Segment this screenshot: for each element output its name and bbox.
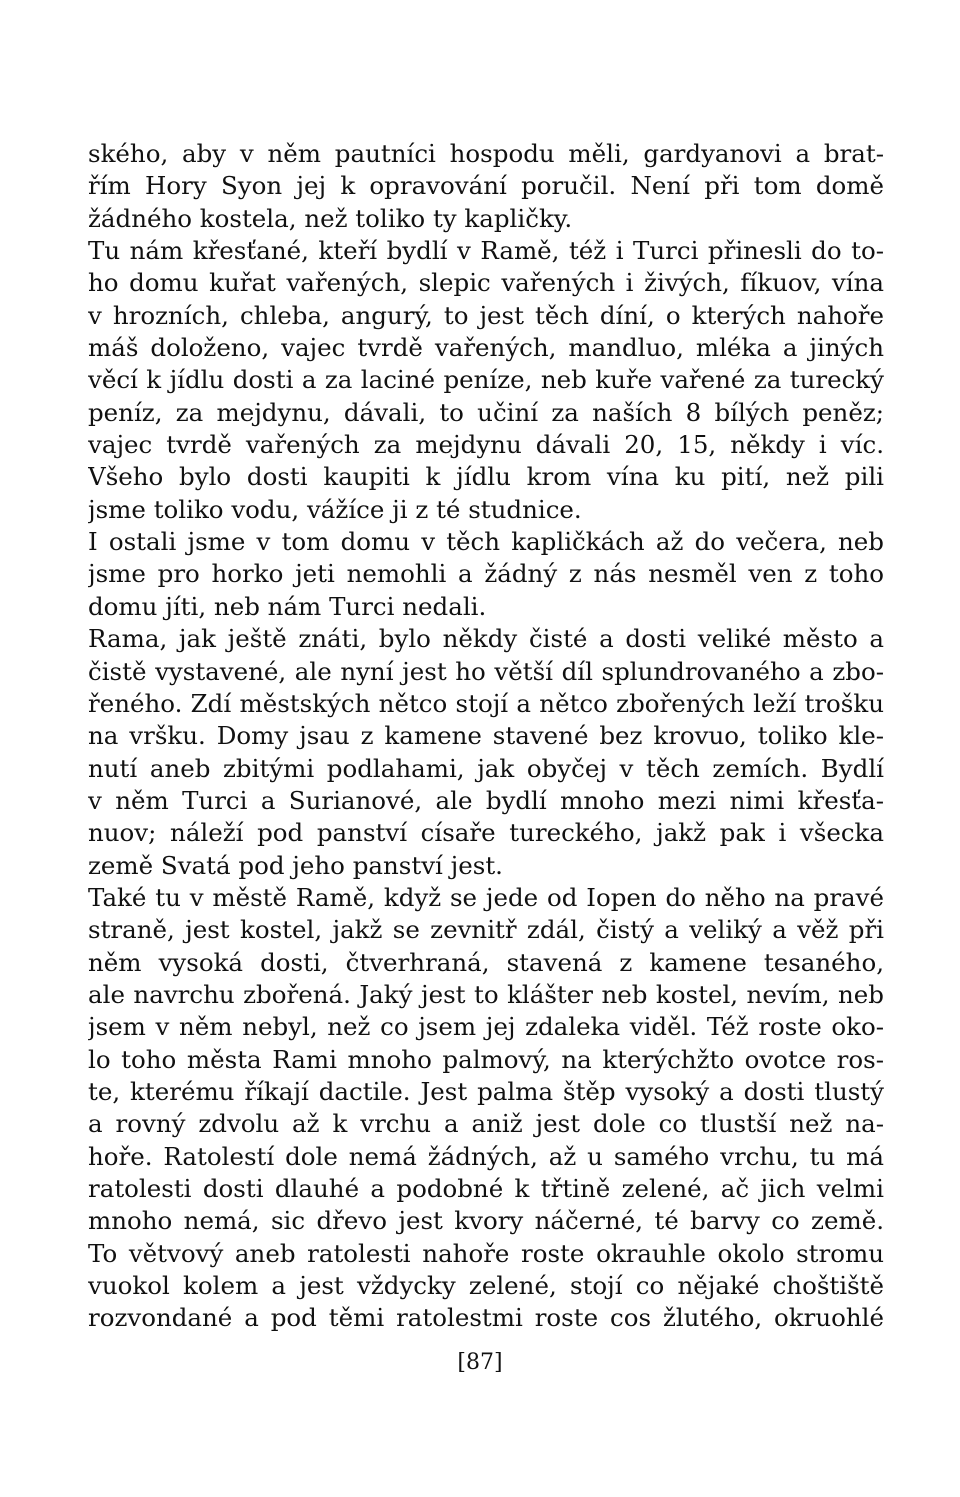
paragraph xyxy=(88,623,884,882)
text-line: věcí k jídlu dosti a za laciné peníze, neb kuře vařené za turecký xyxy=(88,365,884,395)
text-line: te, kterému říkají dactile. Jest palma štěp vysoký a dosti tlustý xyxy=(88,1076,884,1106)
text-line: vajec tvrdě vařených za mejdynu dávali 20, 15, někdy i víc. xyxy=(88,430,884,460)
text-line: jsme pro horko jeti nemohli a žádný z nás nesměl ven z toho xyxy=(88,559,884,589)
text-line: nuov; náleží pod panství císaře tureckého, jakž pak i všecka xyxy=(88,818,884,848)
text-line: jsem v něm nebyl, než co jsem jej zdaleka viděl. Též roste oko- xyxy=(88,1012,884,1042)
text-line: čistě vystavené, ale nyní jest ho větší díl splundrovaného a zbo- xyxy=(88,656,884,686)
paragraph xyxy=(88,235,884,526)
text-line: I ostali jsme v tom domu v těch kapličkách až do večera, neb xyxy=(88,527,884,557)
page-text-block xyxy=(88,138,884,1335)
paragraph xyxy=(88,882,884,1335)
text-line: Také tu v městě Ramě, když se jede od Iopen do něho na pravé xyxy=(88,882,884,912)
text-line: jsme toliko vodu, vážíce ji z té studnice. xyxy=(88,494,582,524)
text-line: Rama, jak ještě znáti, bylo někdy čisté a dosti veliké město a xyxy=(88,624,884,654)
text-line: máš doloženo, vajec tvrdě vařených, mandluo, mléka a jiných xyxy=(88,333,884,363)
text-line: To větvový aneb ratolesti nahoře roste okrauhle okolo stromu xyxy=(88,1238,884,1268)
text-line: v něm Turci a Surianové, ale bydlí mnoho mezi nimi křesťa- xyxy=(88,785,884,815)
text-line: mnoho nemá, sic dřevo jest kvory náčerné, té barvy co země. xyxy=(88,1206,884,1236)
paragraph xyxy=(88,138,884,235)
text-line: Tu nám křesťané, kteří bydlí v Ramě, též i Turci přinesli do to- xyxy=(88,236,884,266)
text-line: v hrozních, chleba, angurý, to jest těch díní, o kterých nahoře xyxy=(88,300,884,330)
text-line: vuokol kolem a jest vždycky zelené, stojí co nějaké choštiště xyxy=(88,1271,884,1301)
text-line: ale navrchu zbořená. Jaký jest to klášter neb kostel, nevím, neb xyxy=(88,979,884,1009)
text-line: ho domu kuřat vařených, slepic vařených i živých, fíkuov, vína xyxy=(88,268,884,298)
text-line: nutí aneb zbitými podlahami, jak obyčej v těch zemích. Bydlí xyxy=(88,753,884,783)
text-line: hoře. Ratolestí dole nemá žádných, až u samého vrchu, tu má xyxy=(88,1141,884,1171)
text-line: lo toho města Rami mnoho palmový, na kterýchžto ovotce ros- xyxy=(88,1044,884,1074)
text-line: země Svatá pod jeho panství jest. xyxy=(88,850,503,880)
text-line: rozvondané a pod těmi ratolestmi roste cos žlutého, okruohlé xyxy=(88,1303,884,1333)
text-line: domu jíti, neb nám Turci nedali. xyxy=(88,591,487,621)
text-line: straně, jest kostel, jakž se zevnitř zdál, čistý a veliký a věž při xyxy=(88,915,884,945)
text-line: Všeho bylo dosti kaupiti k jídlu krom vína ku pití, než pili xyxy=(88,462,884,492)
text-line: a rovný zdvolu až k vrchu a aniž jest dole co tlustší než na- xyxy=(88,1109,884,1139)
text-line: ského, aby v něm pautníci hospodu měli, gardyanovi a brat- xyxy=(88,139,884,168)
paragraph xyxy=(88,526,884,623)
text-line: řím Hory Syon jej k opravování poručil. Není při tom domě xyxy=(88,171,884,201)
text-line: ratolesti dosti dlauhé a podobné k třtině zelené, ač jich velmi xyxy=(88,1174,884,1203)
text-line: na vršku. Domy jsau z kamene stavené bez krovuo, toliko kle- xyxy=(88,721,884,751)
text-line: řeného. Zdí městských nětco stojí a nětco zbořených leží trošku xyxy=(88,688,884,718)
text-line: žádného kostela, než toliko ty kapličky. xyxy=(88,203,573,233)
page-number: [87] xyxy=(457,1350,503,1375)
text-line: něm vysoká dosti, čtverhraná, stavená z kamene tesaného, xyxy=(88,947,884,977)
text-line: peníz, za mejdynu, dávali, to učiní za naších 8 bílých peněz; xyxy=(88,397,884,427)
